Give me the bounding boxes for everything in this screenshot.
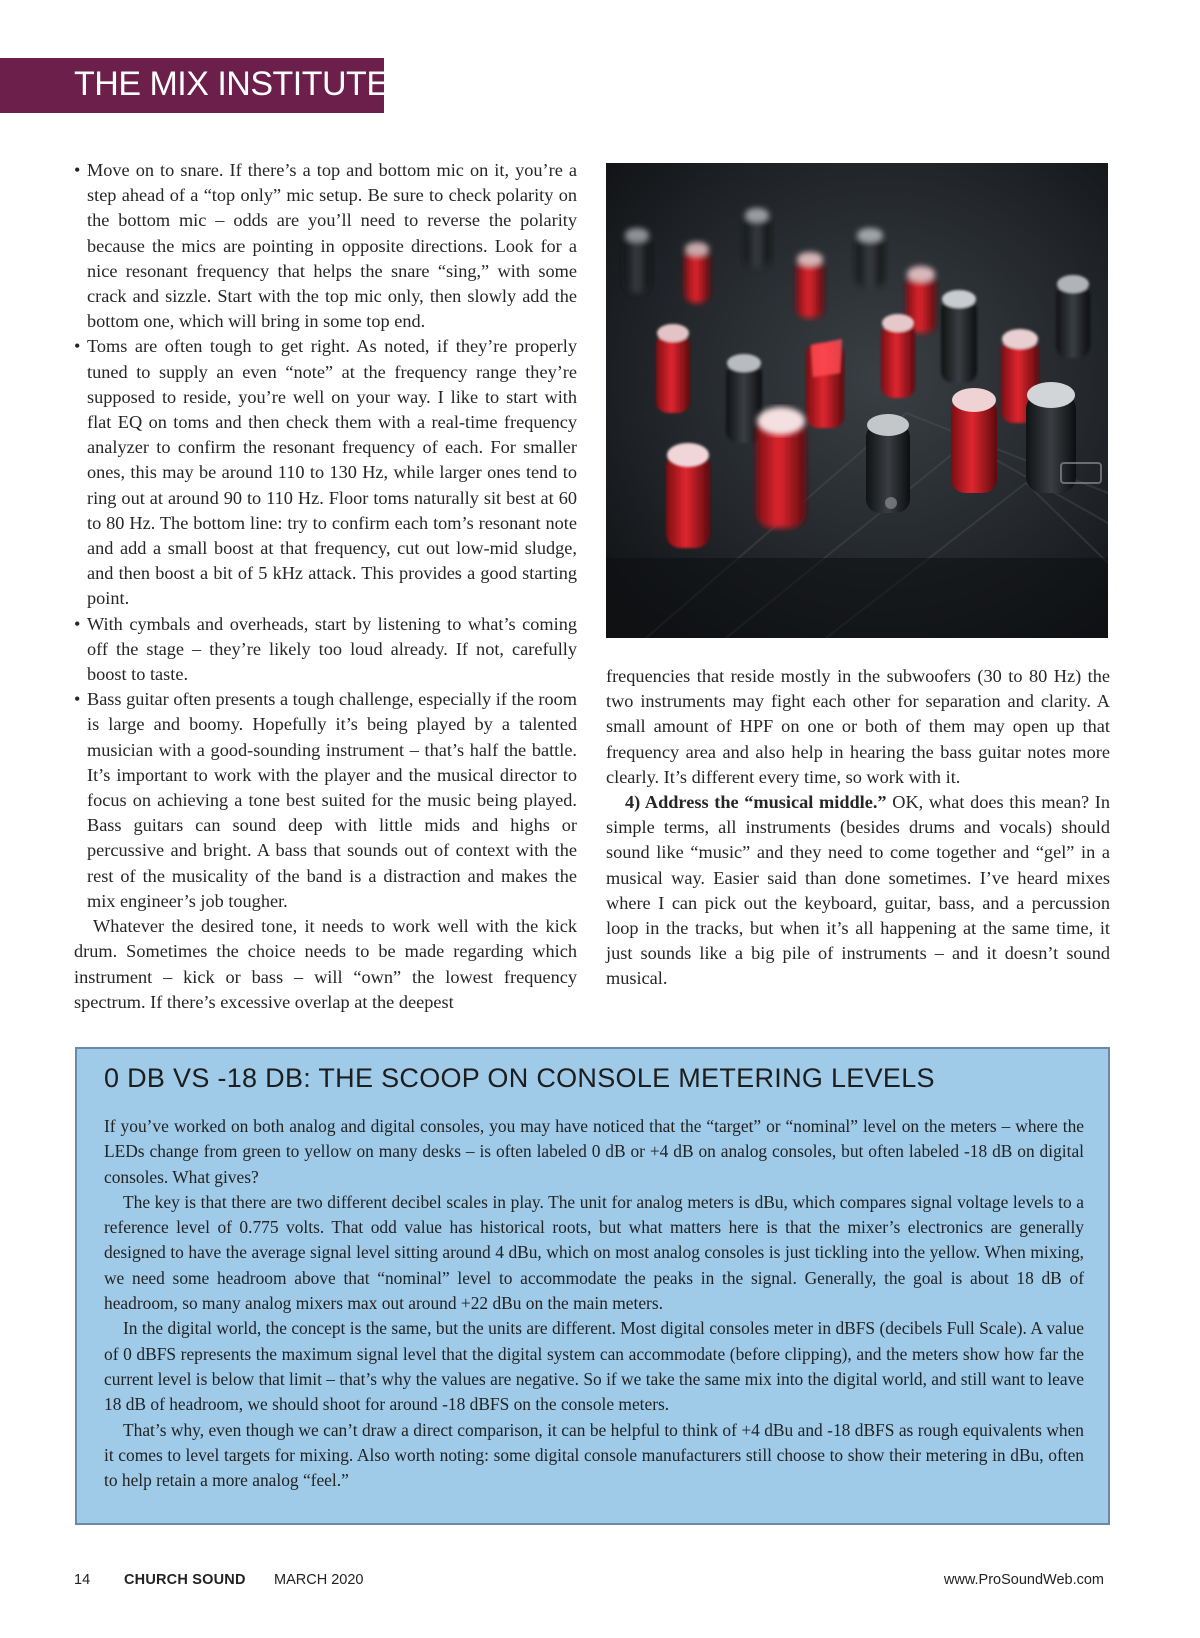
metering-sidebar-box xyxy=(75,1047,1110,1525)
sidebar-paragraph: If you’ve worked on both analog and digital consoles, you may have noticed that the “target” or “nominal” level on the meters – where the LEDs change from green to yellow on many desks – is often labeled 0 dB or +4 dB on analog consoles, but often labeled -18 dB on digital consoles. What gives? xyxy=(104,1116,1084,1187)
body-paragraph: Whatever the desired tone, it needs to work well with the kick drum. Sometimes the choice needs to be made regarding which instrument – kick or bass – will “own” the lowest frequency spectrum. If there’s excessive overlap at the deepest xyxy=(74,916,577,1012)
sidebar-title: 0 DB VS -18 DB: THE SCOOP ON CONSOLE METERING LEVELS xyxy=(104,1063,935,1093)
sidebar-paragraph: That’s why, even though we can’t draw a direct comparison, it can be helpful to think of +4 dBu and -18 dBFS as rough equivalents when it comes to level targets for mixing. Also worth noting: some digital console manufacturers still choose to show their metering in dBu, often to help retain a more analog “feel.” xyxy=(104,1419,1084,1491)
section-title: THE MIX INSTITUTE xyxy=(74,65,389,103)
section-text: OK, what does this mean? In simple terms, all instruments (besides drums and vocals) should sound like “music” and they need to come together and “gel” in a musical way. Easier said than done sometimes. I’ve heard mixes where I can pick out the keyboard, guitar, bass, and a percussion loop in the tracks, but when it’s all happening at the same time, it just sounds like a big pile of instruments – and it doesn’t sound musical. xyxy=(606,792,1110,989)
page-number: 14 xyxy=(74,1572,91,1588)
page-footer xyxy=(74,1572,1104,1596)
publication-name: CHURCH SOUND xyxy=(124,1572,246,1588)
section-header xyxy=(0,58,389,113)
right-column xyxy=(606,664,1110,992)
tips-list xyxy=(74,158,577,914)
sidebar-body xyxy=(104,1114,1084,1493)
website-link[interactable]: www.ProSoundWeb.com xyxy=(943,1572,1104,1588)
list-item: • Toms are often tough to get right. As noted, if they’re properly tuned to supply an even “note” at the frequency range they’re supposed to reside, you’re well on your way. I like to start with flat EQ on toms and then check them with a real-time frequency analyzer to confirm the resonant frequency of each. For smaller ones, this may be around 110 to 130 Hz, while larger ones tend to ring out at around 90 to 110 Hz. Floor toms naturally sit best at 60 to 80 Hz. The bottom line: try to confirm each tom’s resonant note and add a small boost at that frequency, cut out low-mid sludge, and then boost a bit of 5 kHz attack. This provides a good starting point. xyxy=(74,334,577,611)
body-paragraph: frequencies that reside mostly in the subwoofers (30 to 80 Hz) the two instruments may fight each other for separation and clarity. A small amount of HPF on one or both of them may open up that frequency area and also help in hearing the bass guitar notes more clearly. It’s different every time, so work with it. xyxy=(606,666,1110,787)
console-knobs-image xyxy=(606,163,1108,638)
section-lead: 4) Address the “musical middle.” xyxy=(625,792,887,813)
mixing-console-knobs-photo xyxy=(606,163,1108,638)
sidebar-paragraph: The key is that there are two different decibel scales in play. The unit for analog meters is dBu, which compares signal voltage levels to a reference level of 0.775 volts. That odd value has historical roots, but what matters here is that the mixer’s electronics are generally designed to have the average signal level sitting around 4 dBu, which on most analog consoles is just tickling into the yellow. When mixing, we need some headroom above that “nominal” level to accommodate the peaks in the signal. Generally, the goal is about 18 dB of headroom, so many analog mixers max out around +22 dBu on the main meters. xyxy=(104,1191,1084,1314)
list-item: • With cymbals and overheads, start by listening to what’s coming off the stage – they’re likely too loud already. If not, carefully boost to taste. xyxy=(74,612,577,688)
section-paragraph xyxy=(606,790,1110,992)
sidebar-paragraph: In the digital world, the concept is the same, but the units are different. Most digital consoles meter in dBFS (decibels Full Scale). A value of 0 dBFS represents the maximum signal level that the digital system can accommodate (before clipping), and the meters show how far the current level is below that limit – that’s why the values are negative. So if we take the same mix into the digital world, and still want to leave 18 dB of headroom, we should shoot for around -18 dBFS on the console meters. xyxy=(104,1318,1084,1415)
list-item: • Bass guitar often presents a tough challenge, especially if the room is large and boomy. Hopefully it’s being played by a talented musician with a good-sounding instrument – that’s half the battle. It’s important to work with the player and the musical director to focus on achieving a tone best suited for the music being played. Bass guitars can sound deep with little mids and highs or percussive and bright. A bass that sounds out of context with the rest of the musicality of the band is a distraction and makes the mix engineer’s job tougher. xyxy=(74,687,577,914)
list-item: • Move on to snare. If there’s a top and bottom mic on it, you’re a step ahead of a “top only” mic setup. Be sure to check polarity on the bottom mic – odds are you’ll need to reverse the polarity because the mics are pointing in opposite directions. Look for a nice resonant frequency that helps the snare “sing,” with some crack and sizzle. Start with the top mic only, then slowly add the bottom one, which will bring in some top end. xyxy=(74,158,577,334)
left-column xyxy=(74,158,577,1015)
issue-date: MARCH 2020 xyxy=(274,1572,364,1588)
